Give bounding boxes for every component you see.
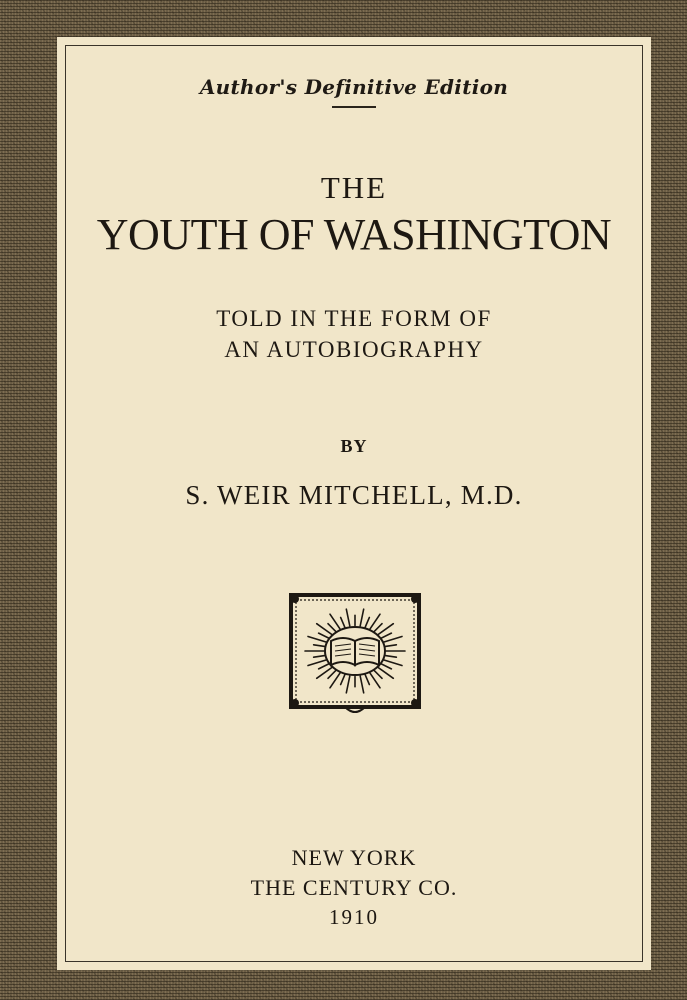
subtitle-line-2: AN AUTOBIOGRAPHY (224, 337, 484, 362)
author-name: S. WEIR MITCHELL, M.D. (185, 480, 523, 510)
by-label: BY (340, 436, 368, 456)
title-article: THE (320, 170, 388, 205)
book-title: YOUTH OF WASHINGTON (96, 210, 612, 259)
open-book-sunburst-icon (287, 591, 423, 717)
publication-year: 1910 (329, 905, 379, 929)
title-page (57, 37, 651, 970)
publisher-name: THE CENTURY CO. (250, 875, 458, 900)
edition-divider (332, 106, 376, 108)
publication-place: NEW YORK (291, 845, 417, 870)
edition-label: Author's Definitive Edition (199, 75, 509, 99)
subtitle-line-1: TOLD IN THE FORM OF (216, 306, 492, 331)
